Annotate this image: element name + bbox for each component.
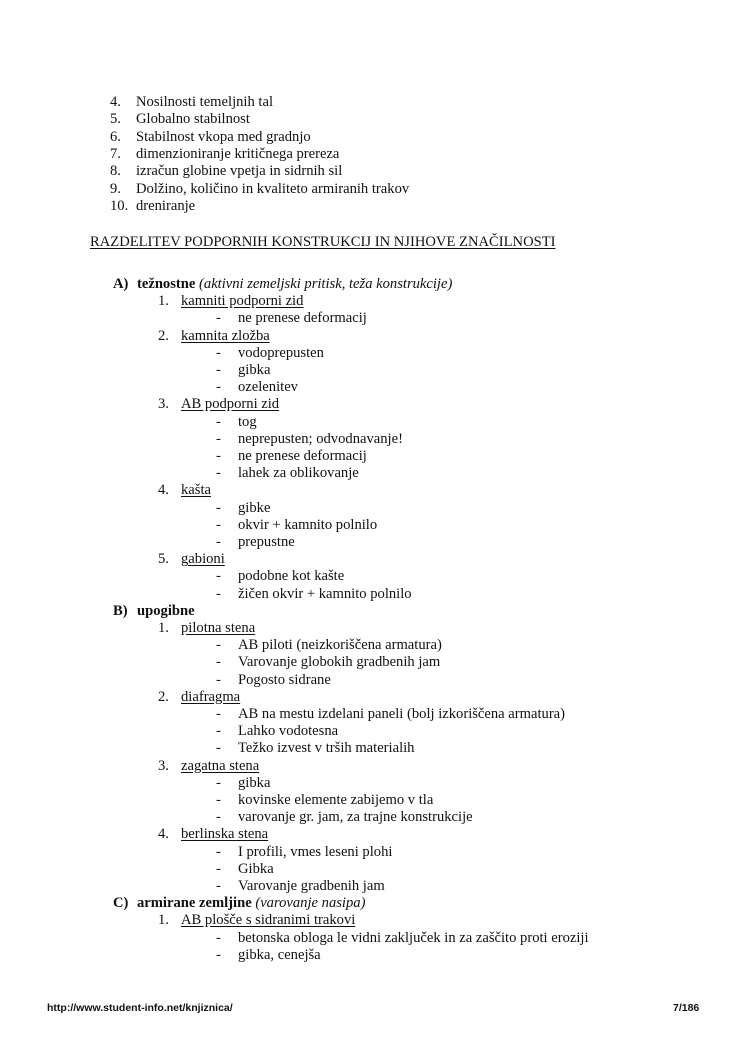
- dash-bullet: -: [216, 860, 221, 877]
- property-text: prepustne: [238, 534, 295, 550]
- list-text: dreniranje: [136, 197, 196, 214]
- property-text: Gibka: [238, 860, 274, 877]
- category-label: B): [113, 602, 128, 619]
- dash-bullet: -: [216, 723, 221, 740]
- property-text: kovinske elemente zabijemo v tla: [238, 792, 434, 808]
- dash-bullet: -: [216, 671, 221, 688]
- property-text: ne prenese deformacij: [238, 448, 367, 464]
- subtype-name: berlinska stena: [181, 826, 269, 843]
- dash-bullet: -: [216, 534, 221, 550]
- property-text: varovanje gr. jam, za trajne konstrukcije: [238, 809, 473, 826]
- property-text: gibke: [238, 499, 271, 516]
- dash-bullet: -: [216, 706, 221, 722]
- category-title-wrap: [137, 895, 365, 912]
- subtype-name: AB podporni zid: [181, 396, 280, 413]
- subtype-number: 5.: [158, 551, 169, 568]
- property-text: Varovanje gradbenih jam: [238, 878, 385, 894]
- category-label: C): [113, 895, 129, 912]
- list-number: 6.: [110, 128, 121, 145]
- subtype-name: zagatna stena: [181, 757, 260, 774]
- dash-bullet: -: [216, 637, 221, 654]
- dash-bullet: -: [216, 585, 221, 602]
- dash-bullet: -: [216, 809, 221, 826]
- footer-url: http://www.student-info.net/knjiznica/: [47, 1002, 233, 1014]
- section-heading: RAZDELITEV PODPORNIH KONSTRUKCIJ IN NJIHOVE ZNAČILNOSTI: [90, 234, 556, 250]
- dash-bullet: -: [216, 344, 221, 361]
- dash-bullet: -: [216, 465, 221, 482]
- property-text: okvir + kamnito polnilo: [238, 516, 378, 533]
- dash-bullet: -: [216, 654, 221, 671]
- subtype-number: 1.: [158, 620, 169, 636]
- subtype-number: 2.: [158, 327, 169, 344]
- category-label: A): [113, 276, 129, 292]
- list-number: 7.: [110, 145, 121, 162]
- dash-bullet: -: [216, 843, 221, 860]
- list-text: Dolžino, količino in kvaliteto armiranih trakov: [136, 180, 410, 197]
- property-text: žičen okvir + kamnito polnilo: [238, 585, 412, 602]
- dash-bullet: -: [216, 379, 221, 396]
- subtype-number: 4.: [158, 482, 169, 499]
- dash-bullet: -: [216, 568, 221, 585]
- property-text: gibka: [238, 362, 271, 378]
- property-text: ozelenitev: [238, 379, 298, 396]
- property-text: Varovanje globokih gradbenih jam: [238, 654, 441, 671]
- category-title-wrap: [137, 603, 195, 620]
- dash-bullet: -: [216, 946, 221, 963]
- property-text: AB na mestu izdelani paneli (bolj izkoriščena armatura): [238, 706, 566, 722]
- dash-bullet: -: [216, 740, 221, 757]
- property-text: AB piloti (neizkoriščena armatura): [238, 637, 442, 654]
- property-text: neprepusten; odvodnavanje!: [238, 430, 403, 447]
- dash-bullet: -: [216, 430, 221, 447]
- category-title: armirane zemljine: [137, 895, 252, 912]
- property-text: podobne kot kašte: [238, 568, 345, 585]
- dash-bullet: -: [216, 516, 221, 533]
- list-text: izračun globine vpetja in sidrnih sil: [136, 163, 343, 180]
- category-title: težnostne: [137, 276, 196, 292]
- subtype-number: 1.: [158, 293, 169, 310]
- list-number: 5.: [110, 111, 121, 128]
- list-number: 9.: [110, 180, 121, 197]
- list-text: Nosilnosti temeljnih tal: [136, 94, 274, 110]
- property-text: ne prenese deformacij: [238, 310, 367, 327]
- property-text: betonska obloga le vidni zaključek in za zaščito proti eroziji: [238, 929, 589, 946]
- subtype-name: AB plošče s sidranimi trakovi: [181, 912, 356, 929]
- dash-bullet: -: [216, 929, 221, 946]
- property-text: tog: [238, 413, 257, 430]
- dash-bullet: -: [216, 878, 221, 894]
- list-text: dimenzioniranje kritičnega prereza: [136, 145, 340, 162]
- dash-bullet: -: [216, 499, 221, 516]
- subtype-number: 3.: [158, 396, 169, 413]
- dash-bullet: -: [216, 448, 221, 464]
- subtype-name: kamnita zložba: [181, 327, 270, 344]
- subtype-name: gabioni: [181, 551, 225, 568]
- subtype-number: 3.: [158, 757, 169, 774]
- category-note: (varovanje nasipa): [255, 895, 366, 912]
- dash-bullet: -: [216, 310, 221, 327]
- dash-bullet: -: [216, 413, 221, 430]
- list-text: Globalno stabilnost: [136, 111, 250, 128]
- property-text: Težko izvest v trših materialih: [238, 740, 415, 757]
- page-number: 7/186: [673, 1002, 700, 1014]
- subtype-name: diafragma: [181, 688, 241, 705]
- property-text: gibka: [238, 774, 271, 791]
- property-text: Pogosto sidrane: [238, 671, 331, 688]
- property-text: Lahko vodotesna: [238, 723, 339, 740]
- category-note: (aktivni zemeljski pritisk, teža konstrukcije): [199, 276, 453, 292]
- subtype-name: kašta: [181, 482, 211, 499]
- dash-bullet: -: [216, 362, 221, 378]
- subtype-name: kamniti podporni zid: [181, 293, 304, 310]
- category-title-wrap: [137, 276, 452, 293]
- subtype-name: pilotna stena: [181, 620, 256, 636]
- dash-bullet: -: [216, 792, 221, 808]
- subtype-number: 2.: [158, 688, 169, 705]
- list-number: 10.: [110, 197, 129, 214]
- property-text: vodoprepusten: [238, 344, 324, 361]
- list-number: 4.: [110, 94, 121, 110]
- subtype-number: 1.: [158, 912, 169, 929]
- property-text: I profili, vmes leseni plohi: [238, 843, 393, 860]
- dash-bullet: -: [216, 774, 221, 791]
- category-title: upogibne: [137, 602, 195, 619]
- list-number: 8.: [110, 163, 121, 180]
- property-text: gibka, cenejša: [238, 946, 321, 963]
- list-text: Stabilnost vkopa med gradnjo: [136, 128, 311, 145]
- subtype-number: 4.: [158, 826, 169, 843]
- property-text: lahek za oblikovanje: [238, 465, 359, 482]
